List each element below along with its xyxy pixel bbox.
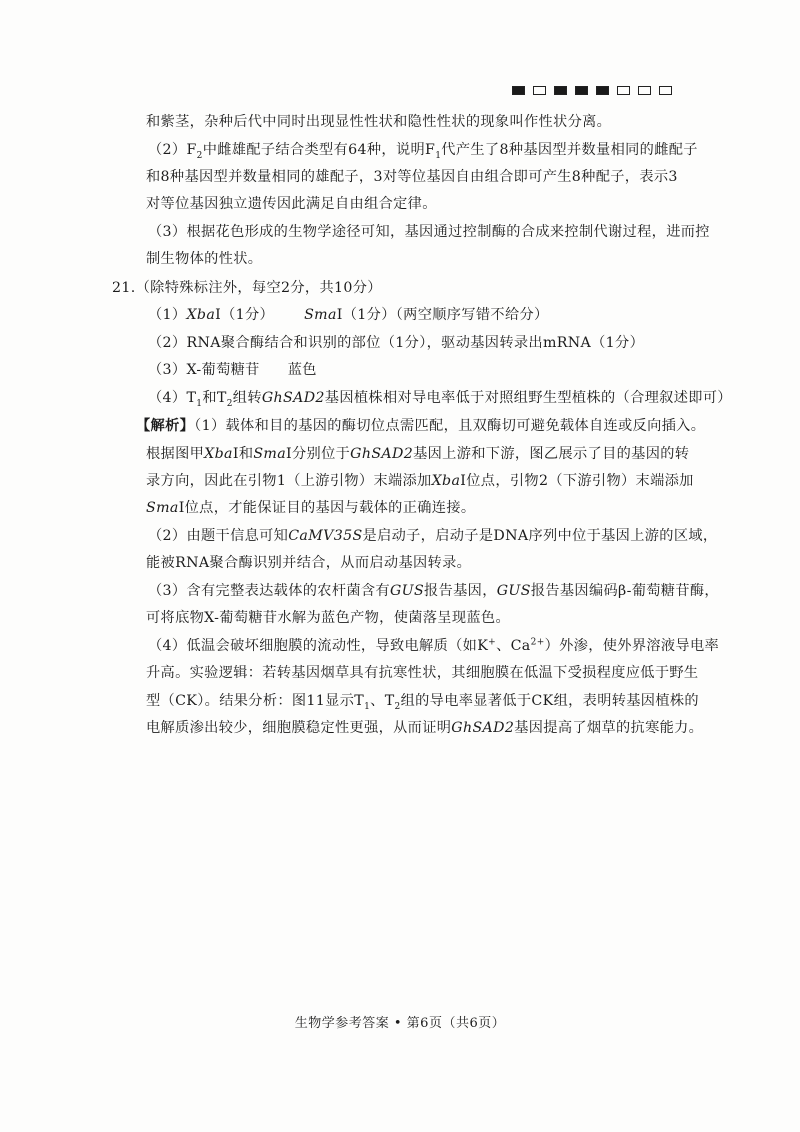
text: 、T: [370, 693, 395, 709]
text: Ⅰ分别位于: [286, 446, 351, 462]
text: 基因上游和下游，图乙展示了目的基因的转: [413, 446, 690, 462]
text: 根据图甲: [146, 446, 205, 462]
text: 型（CK）。结果分析：图11显示T: [146, 693, 365, 709]
analysis-line-3: [146, 471, 694, 491]
header-marks: [512, 86, 672, 95]
text: 能被RNA聚合酶识别并结合，从而启动基因转录。: [146, 555, 472, 571]
text: 电解质渗出较少，细胞膜稳定性更强，从而证明: [146, 720, 452, 736]
gene-name: GhSAD2: [261, 390, 325, 406]
text: 和8种基因型并数量相同的雄配子，3对等位基因自由组合即可产生8种配子，表示3: [146, 169, 678, 185]
q21-answer-4: [148, 388, 732, 408]
text: 升高。实验逻辑：若转基因烟草具有抗寒性状，其细胞膜在低温下受损程度应低于野生: [146, 665, 699, 681]
analysis-line-10: [146, 663, 698, 683]
analysis-label: 【解析】: [136, 418, 195, 434]
text: 报告基因，: [424, 583, 497, 599]
enzyme-name: Sma: [304, 307, 337, 323]
q21-heading: [112, 278, 382, 298]
enzyme-name: Xba: [186, 307, 216, 323]
subscript: 1: [196, 398, 203, 409]
subscript: 1: [435, 150, 442, 161]
text: 制生物体的性状。: [146, 251, 263, 267]
text: 基因植株相对导电率低于对照组野生型植株的（合理叙述即可）: [324, 390, 732, 406]
text: （2）RNA聚合酶结合和识别的部位（1分），驱动基因转录出mRNA（1分）: [148, 335, 645, 351]
text: 基因提高了烟草的抗寒能力。: [514, 720, 704, 736]
q21-answer-3: [148, 360, 317, 380]
enzyme-name: Sma: [146, 500, 179, 516]
text: 是启动子，启动子是DNA序列中位于基因上游的区域，: [362, 528, 718, 544]
text: Ⅰ位点，引物2（下游引物）末端添加: [460, 473, 694, 489]
header-mark: [596, 86, 609, 95]
gene-name: GhSAD2: [451, 720, 515, 736]
text: 组的导电率显著低于CK组，表明转基因植株的: [400, 693, 699, 709]
text: Ⅰ和: [232, 446, 254, 462]
q20-continuation-text: 和紫茎，杂种后代中同时出现显性性状和隐性性状的现象叫作性状分离。: [146, 114, 612, 130]
header-mark: [575, 86, 588, 95]
text: （2）由题干信息可知: [148, 528, 289, 544]
text: 组转: [232, 390, 262, 406]
q21-answer-1: [148, 305, 549, 325]
text: 蓝色: [287, 362, 317, 378]
text: （1）: [148, 307, 187, 323]
subscript: 2: [196, 150, 203, 161]
header-mark: [638, 86, 651, 95]
text: 中雌雄配子结合类型有64种，说明F: [202, 142, 436, 158]
text: 可将底物X-葡萄糖苷水解为蓝色产物，使菌落呈现蓝色。: [146, 610, 510, 626]
text: （3）根据花色形成的生物学途径可知，基因通过控制酶的合成来控制代谢过程，进而控: [148, 224, 710, 240]
page-footer: [0, 1012, 800, 1031]
analysis-line-8: [146, 608, 510, 628]
text: （4）低温会破坏细胞膜的流动性，导致电解质（如K: [148, 638, 489, 654]
text: Ⅰ（1分）（两空顺序写错不给分）: [336, 307, 549, 323]
analysis-line-11: [146, 691, 699, 711]
subscript: 2: [226, 398, 233, 409]
text: Ⅰ位点，才能保证目的基因与载体的正确连接。: [178, 500, 476, 516]
text: （3）含有完整表达载体的农杆菌含有: [148, 583, 390, 599]
superscript: 2+: [530, 637, 545, 648]
enzyme-name: Sma: [253, 446, 287, 462]
q21-answer-2: [148, 333, 644, 353]
q20-part3-line2: [146, 249, 262, 269]
text: Ⅰ（1分）: [215, 307, 275, 323]
enzyme-name: Xba: [204, 446, 233, 462]
analysis-line-4: [146, 498, 475, 518]
question-number: 21.: [112, 280, 136, 296]
q20-part2-line1: [148, 140, 698, 160]
footer-text: 生物学参考答案 • 第6页（共6页）: [294, 1016, 506, 1031]
text: 和T: [202, 390, 227, 406]
text: 录方向，因此在引物1（上游引物）末端添加: [146, 473, 432, 489]
subscript: 2: [394, 701, 401, 712]
header-mark: [533, 86, 546, 95]
subscript: 1: [364, 701, 371, 712]
gene-name: GhSAD2: [350, 446, 414, 462]
text: （3）X-葡萄糖苷: [148, 362, 260, 378]
header-mark: [554, 86, 567, 95]
enzyme-name: Xba: [431, 473, 461, 489]
q20-part2-line2: [146, 167, 678, 187]
header-mark: [659, 86, 672, 95]
text: 、Ca: [496, 638, 531, 654]
text: 报告基因编码β-葡萄糖苷酶，: [530, 583, 719, 599]
analysis-line-5: [148, 526, 717, 546]
analysis-line-12: [146, 718, 703, 738]
text: （1）载体和目的基因的酶切位点需匹配，且双酶切可避免载体自连或反向插入。: [194, 418, 706, 434]
gene-name: GUS: [389, 583, 425, 599]
text: （4）T: [148, 390, 197, 406]
analysis-line-6: [146, 553, 471, 573]
text: 代产生了8种基因型并数量相同的雌配子: [441, 142, 698, 158]
header-mark: [617, 86, 630, 95]
q20-part2-line3: [146, 194, 437, 214]
gene-name: GUS: [496, 583, 531, 599]
analysis-line-1: [136, 416, 705, 436]
text: （2）F: [148, 142, 197, 158]
analysis-line-9: [148, 636, 719, 656]
analysis-line-7: [148, 581, 719, 601]
q21-intro: （除特殊标注外，每空2分，共10分）: [135, 280, 382, 296]
q20-continuation: [146, 112, 611, 132]
text: ）外渗，使外界溶液导电率: [544, 638, 720, 654]
analysis-line-2: [146, 444, 689, 464]
promoter-name: CaMV35S: [288, 528, 363, 544]
text: 对等位基因独立遗传因此满足自由组合定律。: [146, 196, 437, 212]
superscript: +: [488, 637, 497, 648]
q20-part3-line1: [148, 222, 710, 242]
header-mark: [512, 86, 525, 95]
